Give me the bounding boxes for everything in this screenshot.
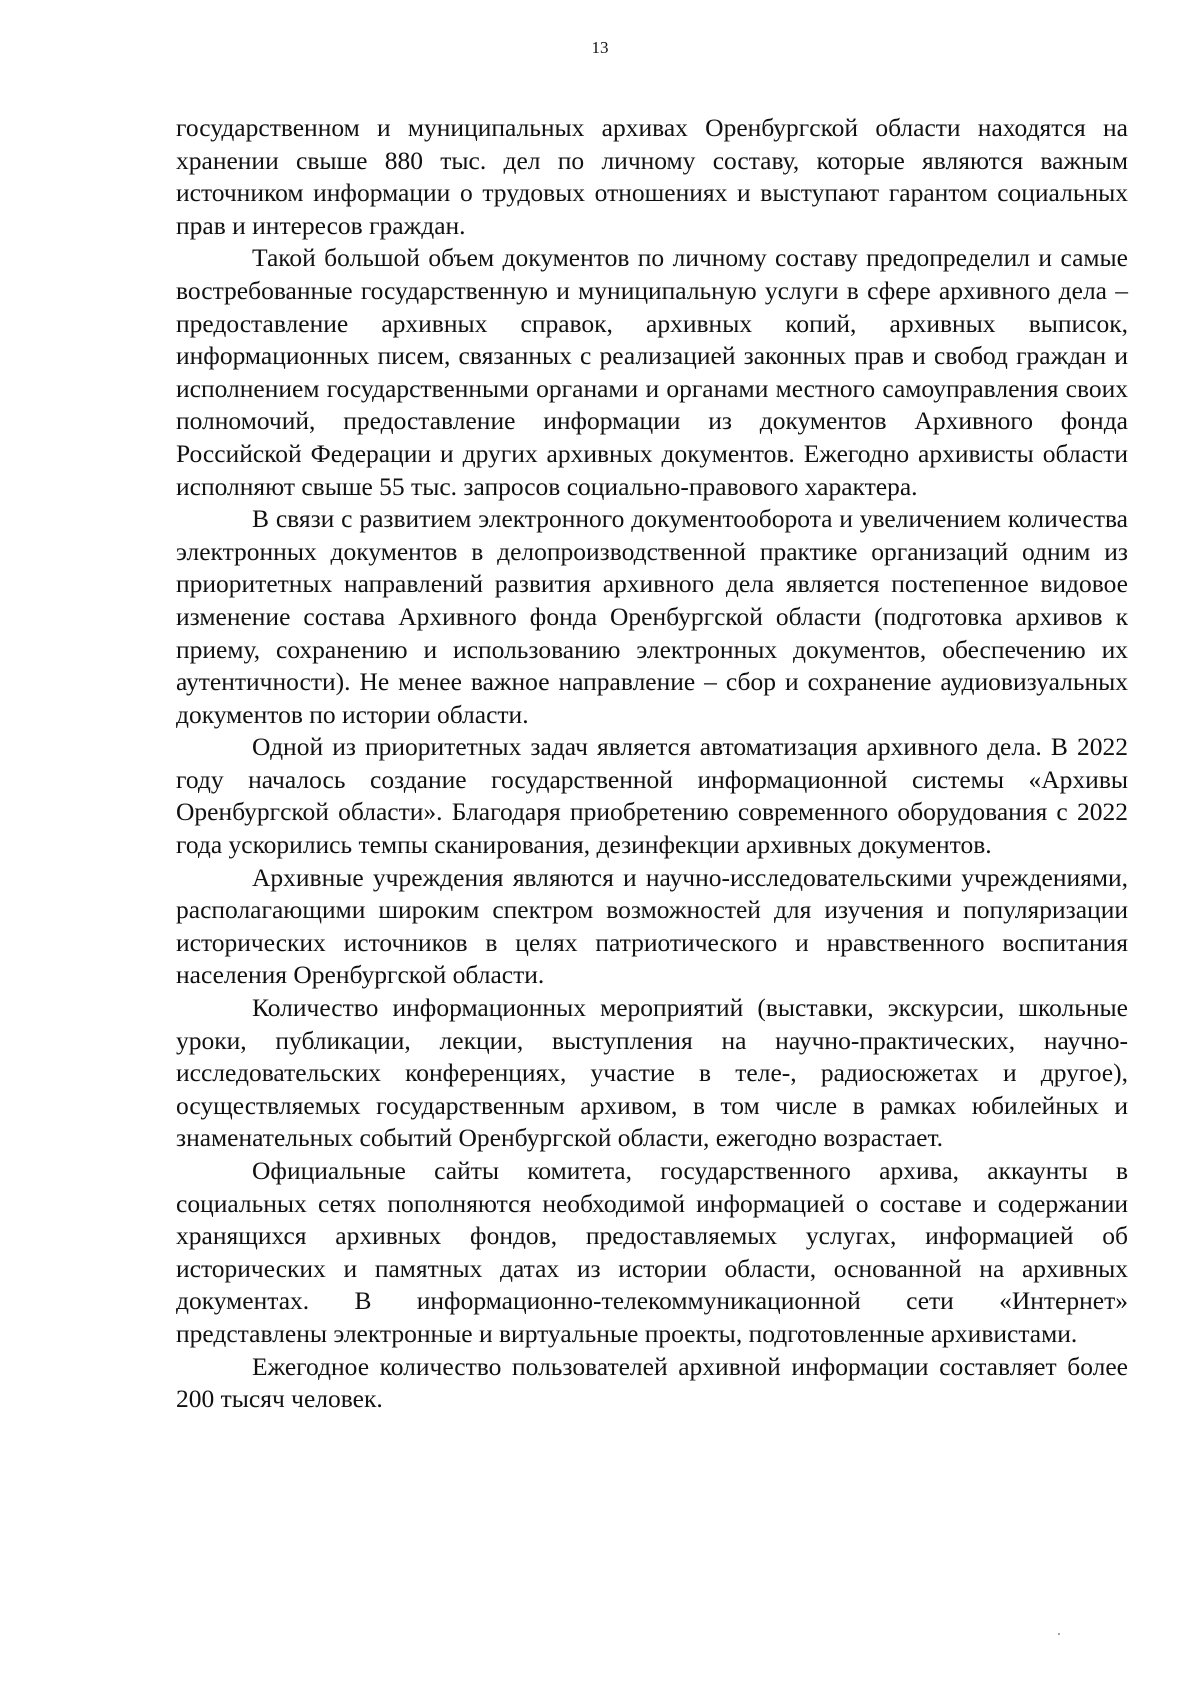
paragraph-3: В связи с развитием электронного документооборота и увеличением количества электронных документов в делопроизводственной практике организаций одним из приоритетных направлений развития архивного дела является постепенное видовое изменение состава Архивного фонда Оренбургской области (подготовка архивов к приему, сохранению и использованию электронных документов, обеспечению их аутентичности). Не менее важное направление – сбор и сохранение аудиовизуальных документов по истории области. <box>176 504 1128 729</box>
paragraph-4: Одной из приоритетных задач является автоматизация архивного дела. В 2022 году началось создание государственной информационной системы «Архивы Оренбургской области». Благодаря приобретению современного оборудования с 2022 года ускорились темпы сканирования, дезинфекции архивных документов. <box>176 732 1128 860</box>
paragraph-1: государственном и муниципальных архивах Оренбургской области находятся на хранении свыше 880 тыс. дел по личному составу, которые являются важным источником информации о трудовых отношениях и выступают гарантом социальных прав и интересов граждан. <box>176 113 1128 240</box>
paragraph-7: Официальные сайты комитета, государственного архива, аккаунты в социальных сетях пополняются необходимой информацией о составе и содержании хранящихся архивных фондов, предоставляемых услугах, информацией об исторических и памятных датах из истории области, основанной на архивных документах. В информационно-телекоммуникационной сети «Интернет» представлены электронные и виртуальные проекты, подготовленные архивистами. <box>176 1156 1128 1348</box>
paragraph-6: Количество информационных мероприятий (выставки, экскурсии, школьные уроки, публикации, лекции, выступления на научно-практических, научно-исследовательских конференциях, участие в теле-, радиосюжетах и другое), осуществляемых государственным архивом, в том числе в рамках юбилейных и знаменательных событий Оренбургской области, ежегодно возрастает. <box>176 993 1128 1153</box>
scan-speck <box>1058 1633 1060 1635</box>
paragraph-2: Такой большой объем документов по личному составу предопределил и самые востребованные государственную и муниципальную услуги в сфере архивного дела – предоставление архивных справок, архивных копий, архивных выписок, информационных писем, связанных с реализацией законных прав и свобод граждан и исполнением государственными органами и органами местного самоуправления своих полномочий, предоставление информации из документов Архивного фонда Российской Федерации и других архивных документов. Ежегодно архивисты области исполняют свыше 55 тыс. запросов социально-правового характера. <box>176 243 1128 501</box>
document-body <box>176 112 1128 1416</box>
paragraph-8: Ежегодное количество пользователей архивной информации составляет более 200 тысяч человек. <box>176 1351 1128 1414</box>
page-number: 13 <box>591 38 609 57</box>
paragraph-5: Архивные учреждения являются и научно-исследовательскими учреждениями, располагающими широким спектром возможностей для изучения и популяризации исторических источников в целях патриотического и нравственного воспитания населения Оренбургской области. <box>176 862 1128 990</box>
